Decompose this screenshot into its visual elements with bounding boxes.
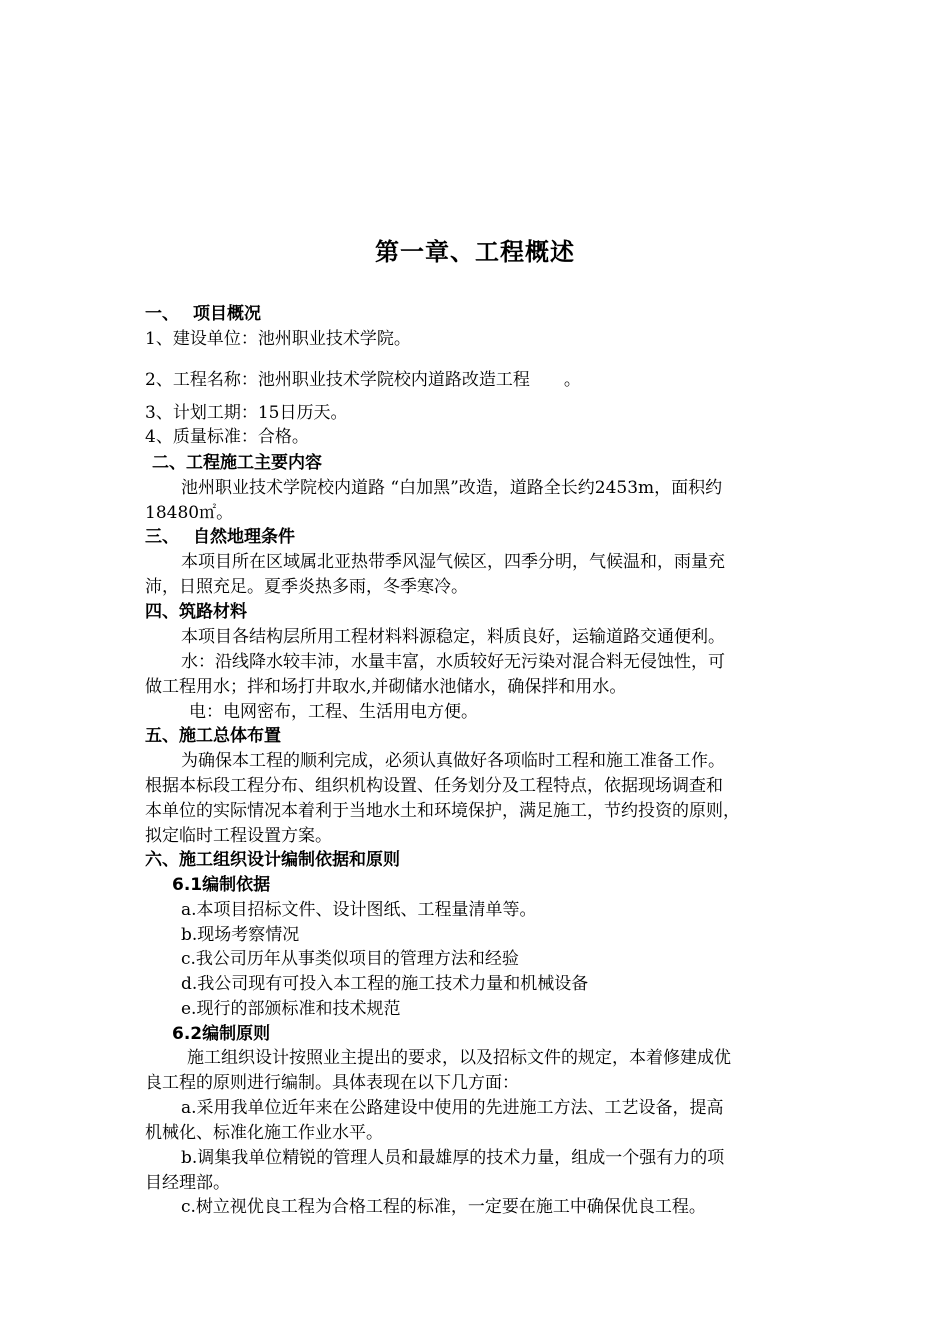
principle-c-line-1: c.树立视优良工程为合格工程的标准，一定要在施工中确保优良工程。	[181, 1197, 706, 1217]
basis-item-a: a.本项目招标文件、设计图纸、工程量清单等。	[181, 900, 537, 920]
section-5-paragraph-line-3: 本单位的实际情况本着利于当地水土和环境保护，满足施工，节约投资的原则，	[145, 801, 740, 821]
principle-a-line-2: 机械化、标准化施工作业水平。	[145, 1123, 383, 1143]
principles-paragraph-line-1: 施工组织设计按照业主提出的要求，以及招标文件的规定，本着修建成优	[187, 1048, 731, 1068]
section-6-1-heading: 6.1编制依据	[172, 875, 271, 895]
section-3-heading	[145, 525, 295, 549]
section-6-heading: 六、施工组织设计编制依据和原则	[145, 850, 400, 870]
chapter-title: 第一章、工程概述	[375, 238, 575, 266]
section-1-heading	[145, 302, 261, 326]
quality-line: 4、质量标准：合格。	[145, 427, 309, 447]
basis-item-e: e.现行的部颁标准和技术规范	[181, 999, 401, 1019]
section-6-2-heading: 6.2编制原则	[172, 1024, 271, 1044]
principle-b-line-2: 目经理部。	[145, 1173, 230, 1193]
section-5-paragraph-line-2: 根据本标段工程分布、组织机构设置、任务划分及工程特点，依据现场调查和	[145, 776, 723, 796]
section-4-water-line-1: 水：沿线降水较丰沛，水量丰富，水质较好无污染对混合料无侵蚀性，可	[181, 652, 725, 672]
section-2-paragraph-line-2: 18480㎡。	[145, 503, 234, 523]
project-name-end: 。	[563, 370, 581, 390]
section-5-paragraph-line-4: 拟定临时工程设置方案。	[145, 826, 332, 846]
section-1-title: 项目概况	[193, 304, 261, 324]
section-4-heading: 四、筑路材料	[145, 602, 247, 622]
section-3-number: 三、	[145, 527, 179, 547]
basis-item-c: c.我公司历年从事类似项目的管理方法和经验	[181, 949, 519, 969]
section-5-heading: 五、施工总体布置	[145, 726, 281, 746]
basis-item-d: d.我公司现有可投入本工程的施工技术力量和机械设备	[181, 974, 589, 994]
principle-a-line-1: a.采用我单位近年来在公路建设中使用的先进施工方法、工艺设备，提高	[181, 1098, 724, 1118]
section-3-paragraph-line-1: 本项目所在区域属北亚热带季风湿气候区，四季分明，气候温和，雨量充	[181, 552, 725, 572]
section-3-paragraph-line-2: 沛，日照充足。夏季炎热多雨，冬季寒冷。	[145, 577, 468, 597]
project-name-line	[145, 368, 581, 392]
section-4-electricity-line: 电：电网密布，工程、生活用电方便。	[189, 702, 478, 722]
section-1-number: 一、	[145, 304, 179, 324]
project-name-text: 2、工程名称：池州职业技术学院校内道路改造工程	[145, 370, 530, 390]
basis-item-b: b.现场考察情况	[181, 925, 300, 945]
schedule-line: 3、计划工期：15日历天。	[145, 403, 348, 423]
section-2-paragraph-line-1: 池州职业技术学院校内道路 “白加黑”改造，道路全长约2453m，面积约	[181, 478, 723, 498]
section-2-heading: 二、工程施工主要内容	[152, 453, 322, 473]
section-4-paragraph-1: 本项目各结构层所用工程材料料源稳定，料质良好，运输道路交通便利。	[181, 627, 725, 647]
section-4-water-line-2: 做工程用水；拌和场打井取水,并砌储水池储水，确保拌和用水。	[145, 677, 627, 697]
section-3-title: 自然地理条件	[193, 527, 295, 547]
principle-b-line-1: b.调集我单位精锐的管理人员和最雄厚的技术力量，组成一个强有力的项	[181, 1148, 725, 1168]
construction-unit-line: 1、建设单位：池州职业技术学院。	[145, 329, 411, 349]
section-5-paragraph-line-1: 为确保本工程的顺利完成，必须认真做好各项临时工程和施工准备工作。	[181, 751, 725, 771]
principles-paragraph-line-2: 良工程的原则进行编制。具体表现在以下几方面：	[145, 1073, 519, 1093]
